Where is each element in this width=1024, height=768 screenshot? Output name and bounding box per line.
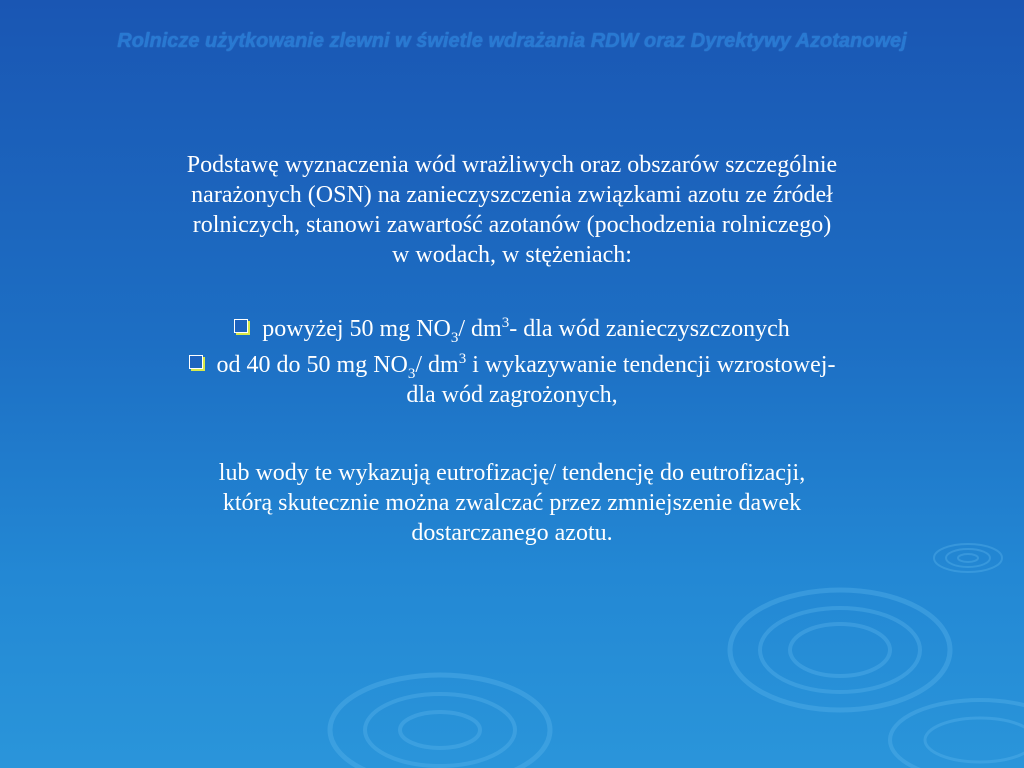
intro-line: Podstawę wyznaczenia wód wrażliwych oraz obszarów szczególnie bbox=[186, 152, 838, 178]
intro-line: rolniczych, stanowi zawartość azotanów (pochodzenia rolniczego) bbox=[192, 212, 832, 238]
slide-content bbox=[0, 150, 1024, 548]
checkbox-bullet-icon bbox=[234, 319, 248, 333]
intro-paragraph bbox=[72, 150, 952, 270]
bullet-item: od 40 do 50 mg $NO_3/$ $dm^3$ i wykazywanie tendencji wzrostowej- bbox=[0, 350, 1024, 380]
bullet-list bbox=[0, 314, 1024, 410]
intro-line: narażonych (OSN) na zanieczyszczenia związkami azotu ze źródeł bbox=[191, 182, 833, 208]
slide-title: Rolnicze użytkowanie zlewni w świetle wdrażania RDW oraz Dyrektywy Azotanowej bbox=[117, 30, 907, 52]
checkbox-bullet-icon bbox=[189, 355, 203, 369]
closing-line: lub wody te wykazują eutrofizację/ tendencję do eutrofizacji, bbox=[218, 460, 806, 486]
closing-paragraph bbox=[122, 458, 902, 548]
bullet-continuation: dla wód zagrożonych, bbox=[406, 382, 618, 408]
bullet-item: powyżej 50 mg $NO_3/$ $dm^3-$ dla wód zanieczyszczonych bbox=[0, 314, 1024, 344]
closing-line: którą skutecznie można zwalczać przez zmniejszenie dawek bbox=[222, 490, 802, 516]
intro-line: w wodach, w stężeniach: bbox=[392, 242, 632, 268]
closing-line: dostarczanego azotu. bbox=[411, 520, 613, 546]
